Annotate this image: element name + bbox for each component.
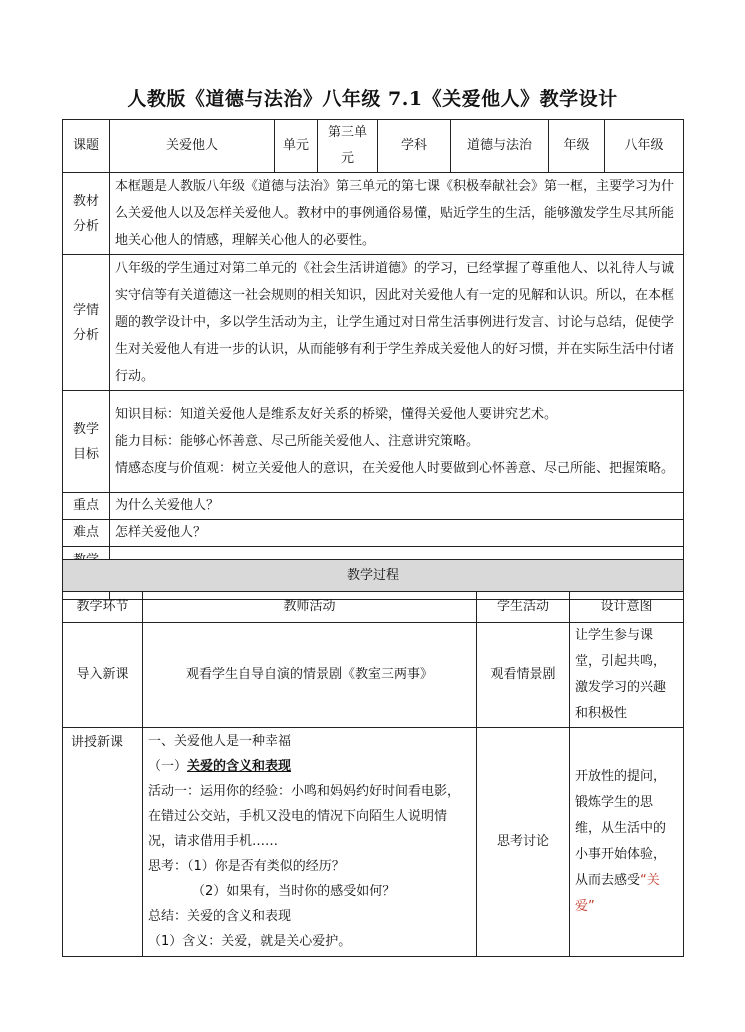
lecture-teacher-activity [143, 728, 477, 957]
subheading-title: 关爱的含义和表现 [187, 759, 292, 774]
lecture-design-intent [570, 728, 684, 957]
lecture-stage: 讲授新课 [63, 728, 143, 957]
learner-label [63, 255, 110, 391]
intro-design-intent: 让学生参与课堂，引起共鸣，激发学习的兴趣和积极性 [570, 623, 684, 728]
goals-label [63, 391, 110, 493]
goals-label-line2: 目标 [72, 446, 99, 462]
unit-label: 单元 [275, 120, 318, 173]
col-stage-header: 教学环节 [63, 592, 143, 623]
header-row [63, 120, 684, 173]
difficulty-row [63, 520, 684, 547]
lecture-subheading [148, 754, 471, 779]
learner-label-line2: 分析 [72, 327, 99, 343]
goals-text [110, 391, 684, 493]
grade-label: 年级 [549, 120, 605, 173]
process-header-row [63, 592, 684, 623]
intro-row [63, 623, 684, 728]
topic-label: 课题 [63, 120, 110, 173]
document-title: 人教版《道德与法治》八年级 7.1《关爱他人》教学设计 [127, 88, 618, 110]
ability-goal: 能力目标：能够心怀善意、尽己所能关爱他人、注意讲究策略。 [115, 434, 480, 449]
info-table [62, 119, 684, 600]
col-intent-header: 设计意图 [570, 592, 684, 623]
lecture-row [63, 728, 684, 957]
knowledge-goal: 知识目标：知道关爱他人是维系友好关系的桥梁，懂得关爱他人要讲究艺术。 [115, 407, 558, 422]
lecture-student-activity: 思考讨论 [477, 728, 570, 957]
subject-value: 道德与法治 [451, 120, 549, 173]
intro-student-activity: 观看情景剧 [477, 623, 570, 728]
topic-value: 关爱他人 [110, 120, 275, 173]
goals-row [63, 391, 684, 493]
col-teacher-header: 教师活动 [143, 592, 477, 623]
key-point-label: 重点 [63, 493, 110, 520]
activity-one: 活动一：运用你的经验：小鸣和妈妈约好时间看电影，在错过公交站，手机又没电的情况下向陌生人说明情况，请求借用手机…… [148, 784, 461, 849]
lecture-heading: 一、关爱他人是一种幸福 [148, 734, 292, 749]
learner-text: 八年级的学生通过对第二单元的《社会生活讲道德》的学习，已经掌握了尊重他人、以礼待人与诚实守信等有关道德这一社会规则的相关知识，因此对关爱他人有一定的见解和认识。所以，在本框题的教学设计中，多以学生活动为主，让学生通过对日常生活事例进行发言、讨论与总结，促使学生对关爱他人有进一步的认识，从而能够有利于学生养成关爱他人的好习惯，并在实际生活中付诸行动。 [110, 255, 684, 391]
unit-value: 第三单元 [318, 120, 378, 173]
intent-quote: “关爱” [575, 873, 660, 914]
difficulty-text: 怎样关爱他人？ [110, 520, 684, 547]
key-point-row [63, 493, 684, 520]
intro-teacher-activity: 观看学生自导自演的情景剧《教室三两事》 [143, 623, 477, 728]
difficulty-label: 难点 [63, 520, 110, 547]
intent-text: 开放性的提问，锻炼学生的思维，从生活中的小事开始体验，从而去感受 [575, 769, 667, 888]
col-student-header: 学生活动 [477, 592, 570, 623]
learner-row [63, 255, 684, 391]
intro-stage: 导入新课 [63, 623, 143, 728]
subject-label: 学科 [378, 120, 451, 173]
goals-label-line1: 教学 [72, 421, 99, 437]
material-label [63, 173, 110, 255]
grade-value: 八年级 [605, 120, 684, 173]
summary-line: 总结：关爱的含义和表现 [148, 909, 292, 924]
process-table [62, 559, 684, 957]
material-label-line2: 分析 [72, 218, 99, 234]
definition-line: （1）含义：关爱，就是关心爱护。 [148, 934, 352, 949]
think-question-1: 思考：（1）你是否有类似的经历？ [148, 859, 345, 874]
material-row [63, 173, 684, 255]
material-text: 本框题是人教版八年级《道德与法治》第三单元的第七课《积极奉献社会》第一框，主要学习为什么关爱他人以及怎样关爱他人。教材中的事例通俗易懂，贴近学生的生活，能够激发学生尽其所能地关心他人的情感，理解关心他人的必要性。 [110, 173, 684, 255]
learner-label-line1: 学情 [72, 302, 99, 318]
think-question-2: （2）如果有，当时你的感受如何？ [192, 884, 396, 899]
process-section-title: 教学过程 [63, 560, 684, 592]
material-label-line1: 教材 [72, 193, 99, 209]
emotion-goal: 情感态度与价值观：树立关爱他人的意识，在关爱他人时要做到心怀善意、尽己所能、把握策略。 [115, 461, 675, 476]
key-point-text: 为什么关爱他人？ [110, 493, 684, 520]
subheading-prefix: （一） [148, 759, 188, 774]
process-title-row [63, 560, 684, 592]
